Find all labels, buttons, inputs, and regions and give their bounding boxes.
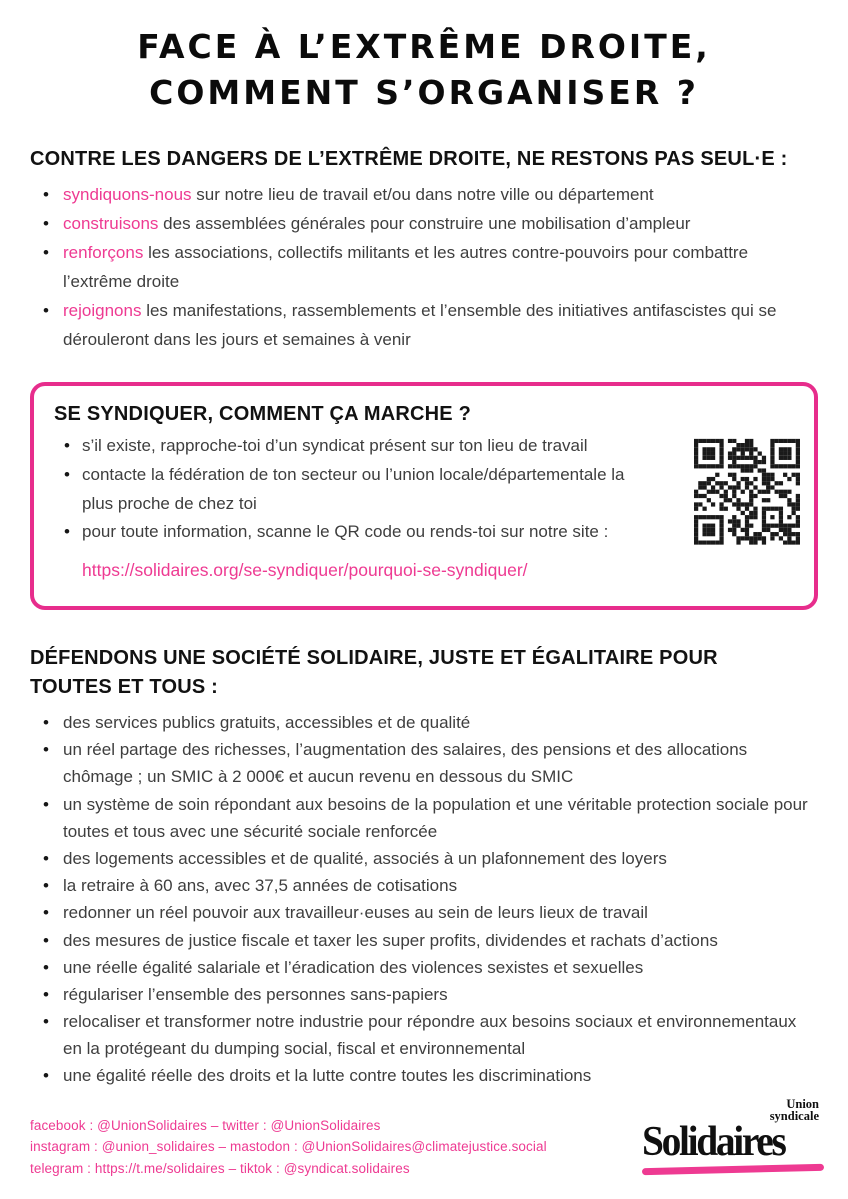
list-item (30, 181, 818, 210)
logo-tagline: Union syndicale (769, 1096, 819, 1124)
qr-code (694, 439, 800, 545)
list-item (30, 954, 818, 981)
action-word: rejoignons (63, 301, 142, 321)
item-text: relocaliser et transformer notre industrie pour répondre aux besoins sociaux et environnementaux en la protégeant du dumping social, fiscal et environnemental (63, 1012, 797, 1059)
action-word: syndiquons-nous (63, 185, 192, 205)
item-text: régulariser l’ensemble des personnes sans-papiers (63, 984, 448, 1004)
list-item (30, 872, 818, 899)
social-line: telegram : https://t.me/solidaires – tiktok : @syndicat.solidaires (30, 1160, 410, 1176)
title-line-2: COMMENT S’ORGANISER ? (149, 72, 699, 112)
syndiquer-link[interactable]: https://solidaires.org/se-syndiquer/pourquoi-se-syndiquer/ (82, 560, 528, 581)
item-text: des assemblées générales pour construire une mobilisation d’ampleur (163, 214, 691, 234)
item-text: contacte la fédération de ton secteur ou l’union locale/départementale la plus proche de chez toi (82, 464, 625, 513)
list-item (30, 709, 818, 736)
list-item (30, 297, 818, 355)
item-text: des mesures de justice fiscale et taxer les super profits, dividendes et rachats d’actions (63, 930, 718, 950)
title-line-1: FACE À L’EXTRÊME DROITE, (137, 27, 711, 66)
list-item (30, 845, 818, 872)
list-item (30, 239, 818, 297)
page-title (30, 24, 818, 115)
item-text: un réel partage des richesses, l’augmentation des salaires, des pensions et des allocations chômage ; un SMIC à 2 000€ et aucun revenu en dessous du SMIC (63, 740, 748, 787)
list-item (30, 981, 818, 1008)
list-item (52, 518, 656, 586)
section1-list (30, 181, 818, 354)
list-item (30, 210, 818, 239)
list-item (30, 791, 818, 845)
list-item (52, 432, 656, 461)
item-text: des services publics gratuits, accessibles et de qualité (63, 713, 471, 733)
social-links (30, 1115, 547, 1179)
action-word: construisons (63, 214, 159, 234)
list-item (30, 736, 818, 790)
item-text: pour toute information, scanne le QR code ou rends-toi sur notre site : (82, 522, 609, 542)
box-heading: SE SYNDIQUER, COMMENT ÇA MARCHE ? (54, 402, 471, 425)
section2-heading: DÉFENDONS UNE SOCIÉTÉ SOLIDAIRE, JUSTE ET ÉGALITAIRE POUR TOUTES ET TOUS : (30, 647, 718, 698)
logo-wordmark: Solidaires (642, 1119, 785, 1166)
item-text: une réelle égalité salariale et l’éradication des violences sexistes et sexuelles (63, 957, 644, 977)
item-text: s’il existe, rapproche-toi d’un syndicat présent sur ton lieu de travail (82, 435, 588, 455)
section2-list (30, 709, 818, 1090)
item-text: sur notre lieu de travail et/ou dans notre ville ou département (196, 185, 654, 205)
item-text: la retraire à 60 ans, avec 37,5 années de cotisations (63, 876, 458, 896)
footer (30, 1098, 822, 1179)
item-text: une égalité réelle des droits et la lutte contre toutes les discriminations (63, 1066, 592, 1086)
list-item (30, 1008, 818, 1062)
section1-heading: CONTRE LES DANGERS DE L’EXTRÊME DROITE, NE RESTONS PAS SEUL·E : (30, 148, 788, 171)
item-text: redonner un réel pouvoir aux travailleur·euses au sein de leurs lieux de travail (63, 903, 648, 923)
se-syndiquer-box (30, 382, 818, 610)
logo-underline (642, 1164, 824, 1175)
item-text: un système de soin répondant aux besoins de la population et une véritable protection sociale pour toutes et tous avec une sécurité sociale renforcée (63, 794, 808, 841)
item-text: les manifestations, rassemblements et l’ensemble des initiatives antifascistes qui se dérouleront dans les jours et semaines à venir (63, 301, 777, 349)
social-line: facebook : @UnionSolidaires – twitter : @UnionSolidaires (30, 1118, 381, 1134)
action-word: renforçons (63, 243, 144, 263)
social-line: instagram : @union_solidaires – mastodon : @UnionSolidaires@climatejustice.social (30, 1139, 547, 1155)
item-text: les associations, collectifs militants et les autres contre-pouvoirs pour combattre l’extrême droite (63, 243, 749, 292)
list-item (30, 899, 818, 926)
item-text: des logements accessibles et de qualité, associés à un plafonnement des loyers (63, 848, 667, 868)
list-item (30, 927, 818, 954)
list-item (52, 461, 656, 519)
solidaires-logo (642, 1098, 822, 1179)
box-list (52, 432, 796, 586)
list-item (30, 1062, 818, 1089)
